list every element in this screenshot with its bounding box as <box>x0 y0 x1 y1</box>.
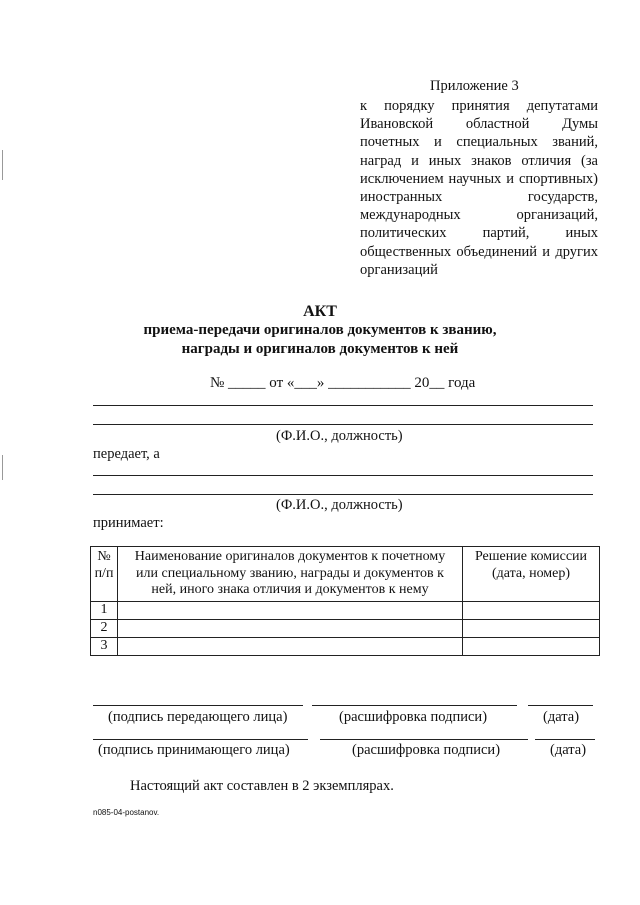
header-number: № п/п <box>91 547 118 602</box>
row-decision[interactable] <box>463 619 600 637</box>
date-caption-transferring: (дата) <box>543 709 580 725</box>
act-subtitle-line1: приема-передачи оригиналов документов к званию, <box>143 322 497 338</box>
decoding-line <box>320 739 528 740</box>
row-number: 1 <box>91 601 118 619</box>
decoding-caption-receiving: (расшифровка подписи) <box>352 742 501 758</box>
fio-caption-receiving: (Ф.И.О., должность) <box>276 497 403 513</box>
fill-line <box>93 405 593 406</box>
date-caption-receiving: (дата) <box>550 742 587 758</box>
fio-caption-transferring: (Ф.И.О., должность) <box>276 428 403 444</box>
appendix-text: к порядку принятия депутатами Ивановской областной Думы почетных и специальных званий, наград и иных знаков отличия (за исключением научных и спортивных) иностранных государств, международных организаций, политических партий, иных общественных объединений и других организаций <box>360 98 598 278</box>
header-commission-decision: Решение комиссии (дата, номер) <box>463 547 600 602</box>
signature-line <box>93 705 303 706</box>
row-document-name[interactable] <box>118 637 463 655</box>
date-line <box>528 705 593 706</box>
fill-line <box>93 494 593 495</box>
scan-edge-mark <box>2 150 3 180</box>
act-title: АКТ <box>303 303 337 320</box>
receives-label: принимает: <box>93 515 164 531</box>
table-row <box>91 601 600 619</box>
decoding-caption-transferring: (расшифровка подписи) <box>339 709 488 725</box>
fill-line <box>93 424 593 425</box>
date-line <box>535 739 595 740</box>
decoding-line <box>312 705 517 706</box>
table-row <box>91 619 600 637</box>
row-document-name[interactable] <box>118 619 463 637</box>
table-row <box>91 637 600 655</box>
transfers-label: передает, а <box>93 446 160 462</box>
signature-caption-transferring: (подпись передающего лица) <box>108 709 288 725</box>
table-header-row <box>91 547 600 602</box>
document-code: n085-04-postanov. <box>93 808 160 817</box>
scan-edge-mark <box>2 455 3 480</box>
signature-line <box>93 739 308 740</box>
act-number-date-line: № _____ от «___» ___________ 20__ года <box>210 375 476 391</box>
row-decision[interactable] <box>463 637 600 655</box>
fill-line <box>93 475 593 476</box>
appendix-title: Приложение 3 <box>430 78 519 94</box>
documents-table <box>90 546 600 656</box>
header-documents-name: Наименование оригиналов документов к почетному или специальному званию, награды и документов к ней, иного знака отличия и документов к нему <box>118 547 463 602</box>
row-number: 2 <box>91 619 118 637</box>
row-decision[interactable] <box>463 601 600 619</box>
row-document-name[interactable] <box>118 601 463 619</box>
copies-note: Настоящий акт составлен в 2 экземплярах. <box>130 778 394 794</box>
signature-caption-receiving: (подпись принимающего лица) <box>98 742 290 758</box>
row-number: 3 <box>91 637 118 655</box>
act-subtitle-line2: награды и оригиналов документов к ней <box>181 341 459 357</box>
